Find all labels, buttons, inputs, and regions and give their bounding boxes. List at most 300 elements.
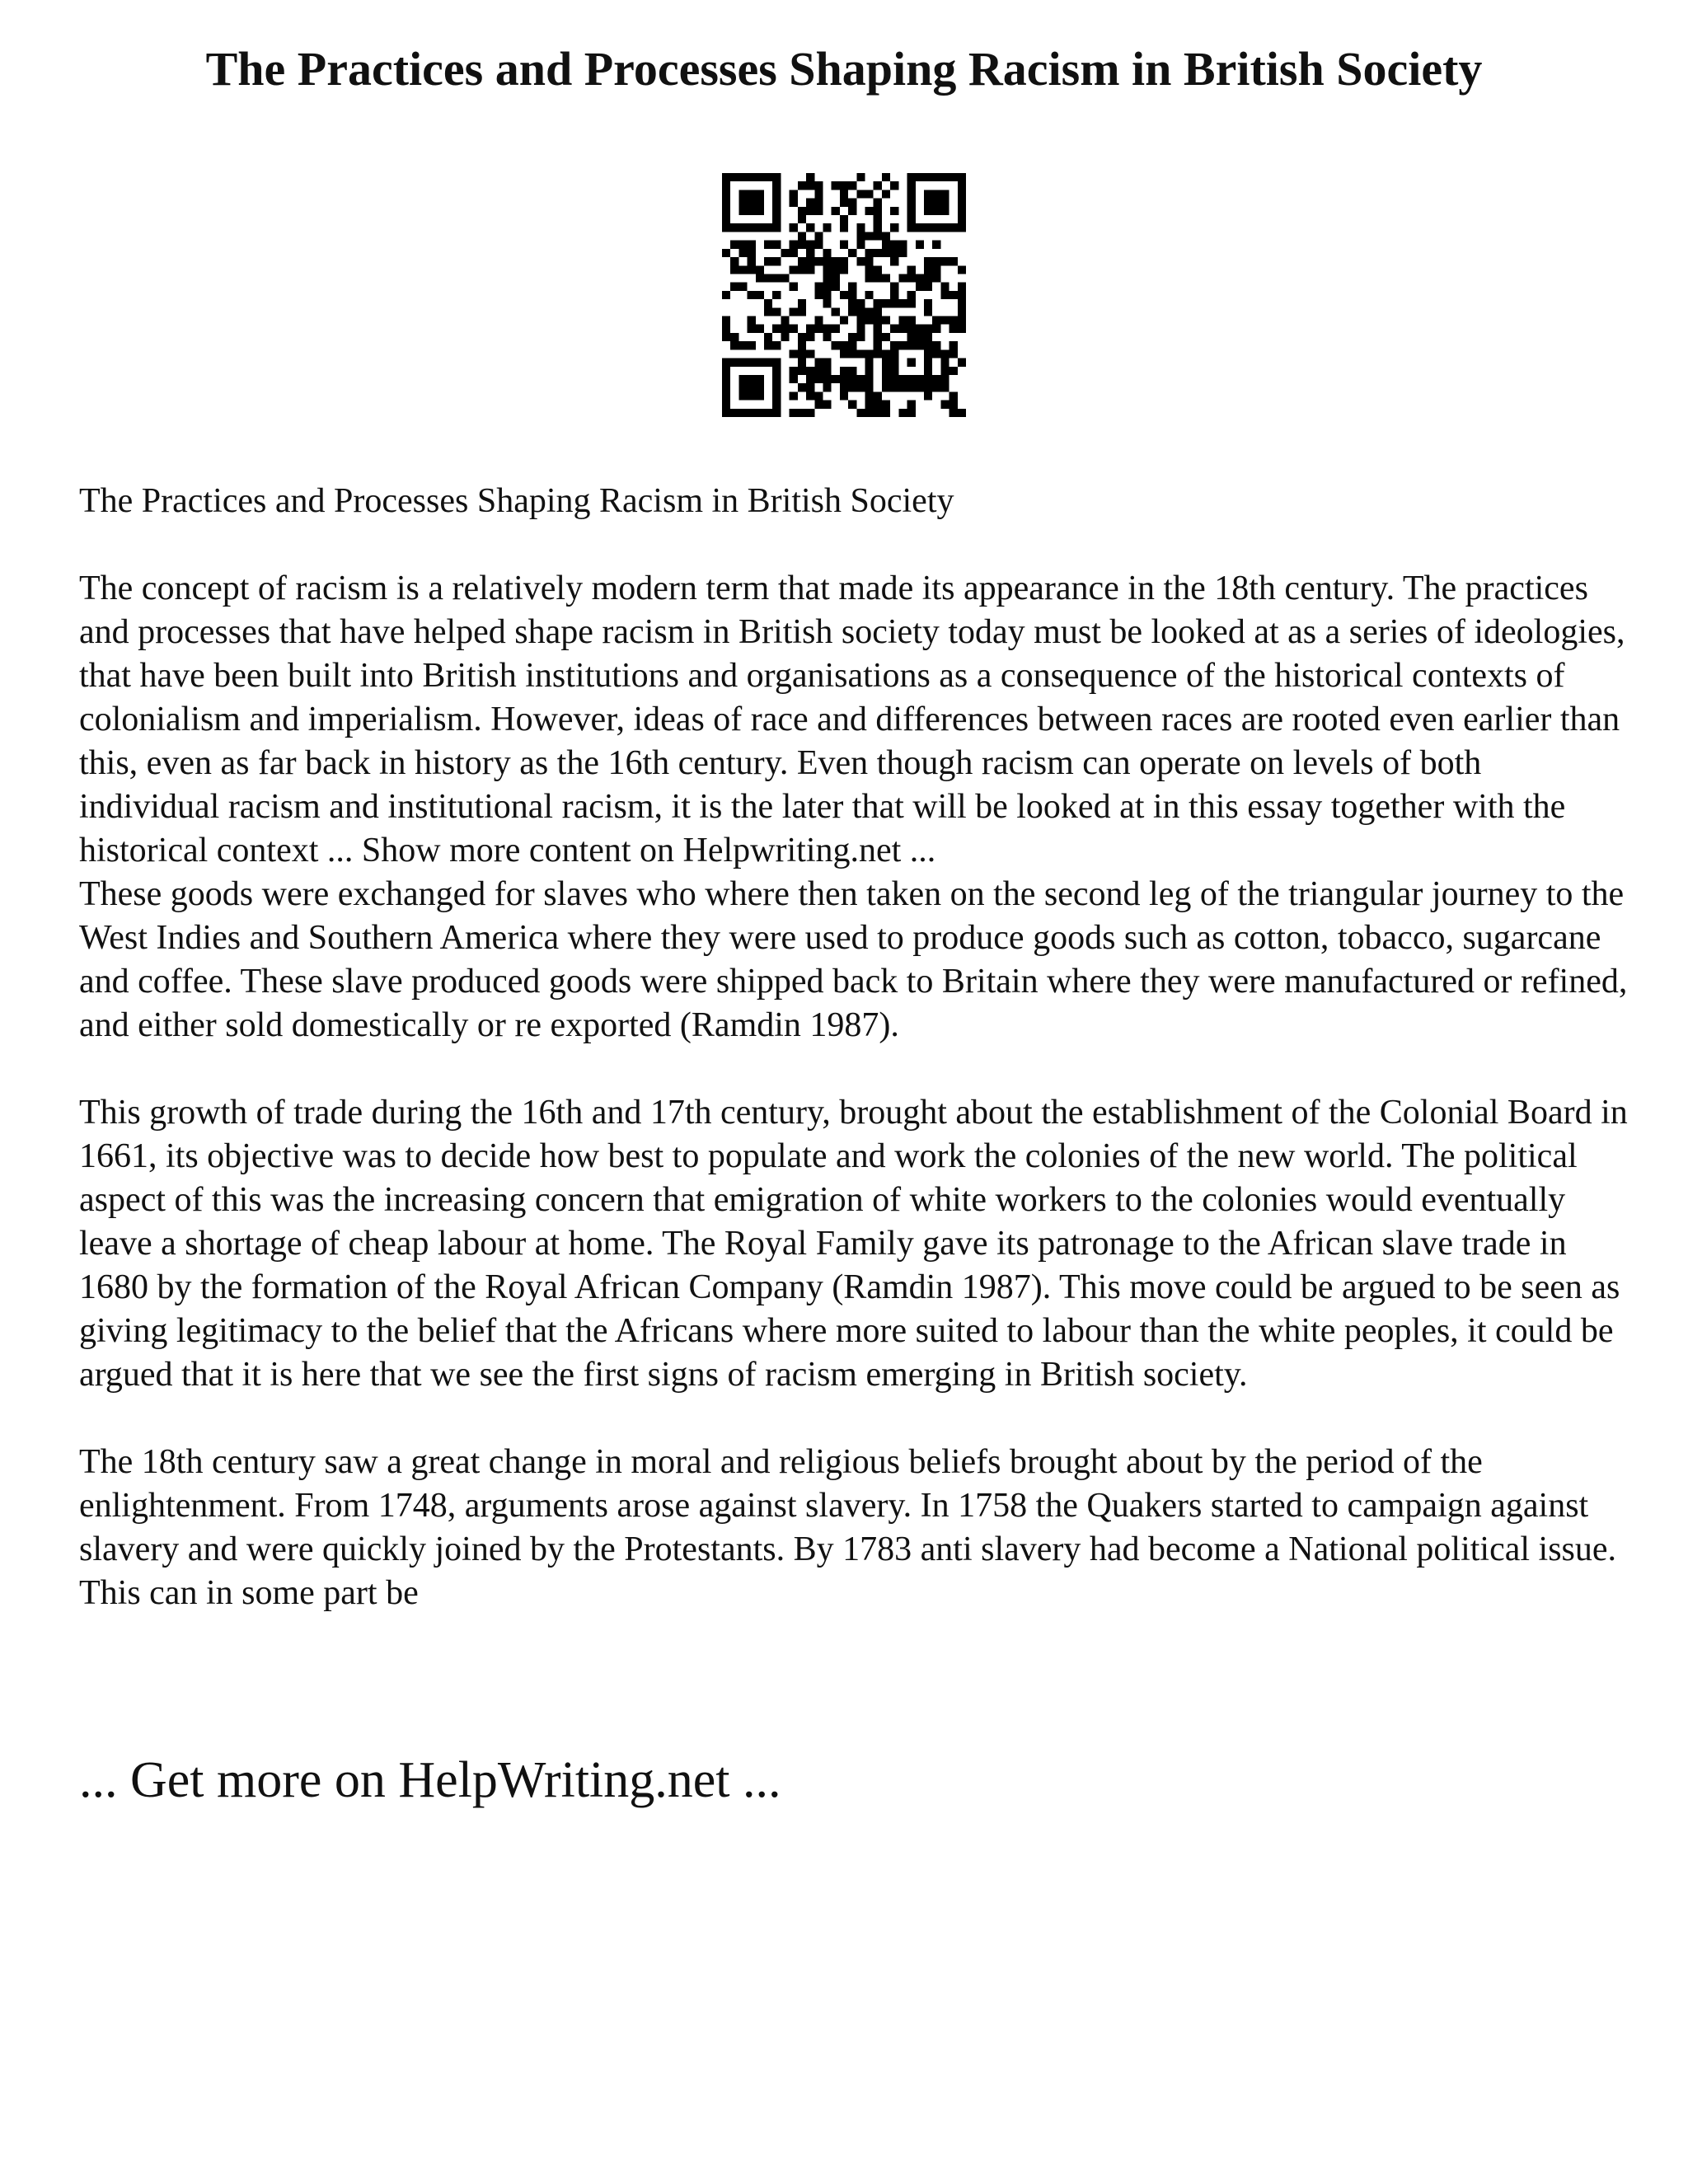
qr-module — [730, 283, 738, 291]
qr-module — [840, 383, 848, 391]
qr-module — [790, 307, 798, 316]
qr-module — [950, 173, 958, 181]
qr-module — [764, 307, 772, 316]
qr-module — [806, 241, 814, 249]
qr-module — [722, 173, 730, 181]
qr-module — [748, 391, 756, 400]
qr-module — [940, 199, 949, 207]
qr-module — [865, 316, 874, 325]
qr-module — [940, 359, 949, 367]
qr-module — [798, 383, 806, 391]
qr-module — [798, 265, 806, 274]
qr-module — [738, 173, 747, 181]
qr-module — [940, 190, 949, 198]
qr-module — [848, 341, 856, 349]
qr-module — [840, 181, 848, 190]
qr-module — [722, 316, 730, 325]
qr-module — [907, 274, 916, 282]
qr-module — [907, 181, 916, 190]
qr-module — [924, 367, 932, 375]
qr-module — [814, 359, 823, 367]
qr-module — [772, 291, 781, 299]
qr-module — [958, 199, 966, 207]
qr-module — [756, 223, 764, 232]
qr-module — [865, 367, 874, 375]
qr-module — [814, 316, 823, 325]
qr-module — [798, 181, 806, 190]
qr-module — [806, 325, 814, 333]
qr-module — [738, 283, 747, 291]
qr-code-icon — [722, 173, 966, 417]
qr-module — [907, 383, 916, 391]
qr-module — [882, 249, 890, 257]
qr-module — [932, 383, 940, 391]
qr-module — [772, 391, 781, 400]
qr-module — [832, 375, 840, 383]
qr-module — [848, 283, 856, 291]
qr-module — [790, 325, 798, 333]
qr-module — [958, 299, 966, 307]
qr-module — [764, 341, 772, 349]
qr-module — [781, 274, 789, 282]
qr-module — [874, 307, 882, 316]
qr-module — [798, 409, 806, 417]
qr-module — [832, 274, 840, 282]
qr-module — [916, 333, 924, 341]
qr-module — [958, 207, 966, 215]
qr-module — [798, 359, 806, 367]
paragraph-intro: The concept of racism is a relatively modern term that made its appearance in the 18th century. The practices and processes that have helped shape racism in British society today must be looked at as a series of ideologies, that have been built into British institutions and organisations as a consequence of the historical contexts of colonialism and imperialism. However, ideas of race and differences between races are rooted even earlier than this, even as far back in history as the 16th century. Even though racism can operate on levels of both individual racism and institutional racism, it is the later that will be looked at in this essay together with the historical context ... Show more content on Helpwriting.net ... — [79, 569, 1625, 869]
qr-module — [840, 349, 848, 358]
qr-module — [806, 207, 814, 215]
qr-module — [924, 283, 932, 291]
qr-module — [882, 173, 890, 181]
qr-module — [924, 341, 932, 349]
qr-module — [806, 181, 814, 190]
qr-module — [932, 375, 940, 383]
qr-module — [814, 232, 823, 240]
qr-module — [932, 257, 940, 265]
qr-module — [898, 341, 907, 349]
qr-module — [916, 283, 924, 291]
qr-module — [907, 265, 916, 274]
qr-module — [764, 257, 772, 265]
qr-module — [764, 173, 772, 181]
qr-module — [907, 207, 916, 215]
qr-module — [882, 349, 890, 358]
qr-module — [798, 257, 806, 265]
qr-module — [950, 409, 958, 417]
qr-module — [932, 265, 940, 274]
qr-module — [848, 299, 856, 307]
qr-module — [907, 291, 916, 299]
qr-module — [748, 241, 756, 249]
qr-module — [730, 257, 738, 265]
qr-module — [907, 401, 916, 409]
qr-module — [865, 265, 874, 274]
qr-module — [722, 325, 730, 333]
qr-module — [874, 349, 882, 358]
qr-module — [832, 283, 840, 291]
qr-module — [840, 316, 848, 325]
qr-module — [890, 383, 898, 391]
qr-module — [958, 409, 966, 417]
qr-module — [806, 249, 814, 257]
qr-module — [958, 283, 966, 291]
qr-module — [856, 241, 865, 249]
qr-module — [840, 265, 848, 274]
qr-module — [781, 316, 789, 325]
qr-module — [832, 257, 840, 265]
qr-module — [890, 207, 898, 215]
document-body — [79, 480, 1629, 1615]
qr-module — [798, 207, 806, 215]
qr-module — [898, 375, 907, 383]
qr-module — [874, 223, 882, 232]
qr-module — [722, 249, 730, 257]
qr-module — [916, 223, 924, 232]
qr-module — [958, 181, 966, 190]
paragraph-colonial-board: This growth of trade during the 16th and 17th century, brought about the establishment of the Colonial Board in 1661, its objective was to decide how best to populate and work the colonies of the new world. The political aspect of this was the increasing concern that emigration of white workers to the colonies would eventually leave a shortage of cheap labour at home. The Royal Family gave its patronage to the African slave trade in 1680 by the formation of the Royal African Company (Ramdin 1987). This move could be argued to be seen as giving legitimacy to the belief that the Africans where more suited to labour than the white peoples, it could be argued that it is here that we see the first signs of racism emerging in British society. — [79, 1094, 1628, 1394]
qr-module — [790, 249, 798, 257]
qr-module — [806, 383, 814, 391]
qr-module — [790, 283, 798, 291]
qr-module — [898, 409, 907, 417]
qr-module — [958, 359, 966, 367]
qr-module — [907, 215, 916, 223]
qr-module — [840, 341, 848, 349]
qr-module — [748, 199, 756, 207]
qr-module — [738, 249, 747, 257]
qr-module — [898, 383, 907, 391]
qr-module — [772, 274, 781, 282]
qr-module — [823, 401, 831, 409]
qr-module — [958, 325, 966, 333]
qr-module — [840, 367, 848, 375]
qr-module — [823, 367, 831, 375]
qr-module — [856, 223, 865, 232]
qr-module — [856, 299, 865, 307]
qr-module — [730, 241, 738, 249]
qr-module — [882, 359, 890, 367]
qr-module — [738, 241, 747, 249]
qr-module — [748, 265, 756, 274]
qr-module — [756, 173, 764, 181]
qr-module — [950, 316, 958, 325]
qr-module — [907, 341, 916, 349]
qr-module — [790, 391, 798, 400]
qr-module — [772, 367, 781, 375]
qr-module — [806, 333, 814, 341]
qr-module — [932, 207, 940, 215]
qr-module — [730, 173, 738, 181]
qr-module — [856, 307, 865, 316]
qr-module — [806, 265, 814, 274]
qr-module — [874, 199, 882, 207]
qr-module — [738, 341, 747, 349]
qr-module — [772, 341, 781, 349]
qr-module — [907, 223, 916, 232]
qr-module — [890, 299, 898, 307]
qr-module — [772, 325, 781, 333]
qr-module — [924, 307, 932, 316]
qr-module — [730, 223, 738, 232]
qr-module — [874, 181, 882, 190]
qr-module — [916, 173, 924, 181]
qr-module — [940, 207, 949, 215]
qr-module — [722, 375, 730, 383]
qr-module — [738, 207, 747, 215]
qr-module — [738, 190, 747, 198]
qr-module — [748, 325, 756, 333]
qr-module — [823, 274, 831, 282]
qr-module — [932, 341, 940, 349]
qr-module — [856, 383, 865, 391]
qr-module — [738, 265, 747, 274]
qr-module — [772, 199, 781, 207]
qr-module — [907, 199, 916, 207]
qr-module — [924, 173, 932, 181]
qr-module — [814, 207, 823, 215]
qr-module — [798, 341, 806, 349]
qr-module — [840, 199, 848, 207]
qr-module — [790, 409, 798, 417]
qr-module — [924, 299, 932, 307]
qr-module — [848, 333, 856, 341]
qr-module — [932, 223, 940, 232]
qr-module — [832, 341, 840, 349]
qr-module — [865, 401, 874, 409]
qr-module — [907, 409, 916, 417]
qr-module — [814, 241, 823, 249]
qr-module — [738, 409, 747, 417]
qr-module — [848, 307, 856, 316]
qr-module — [856, 316, 865, 325]
qr-module — [772, 375, 781, 383]
qr-module — [738, 383, 747, 391]
qr-module — [798, 299, 806, 307]
qr-module — [848, 207, 856, 215]
qr-module — [806, 409, 814, 417]
qr-module — [916, 375, 924, 383]
qr-module — [940, 349, 949, 358]
qr-module — [756, 391, 764, 400]
qr-module — [790, 241, 798, 249]
qr-module — [924, 383, 932, 391]
qr-module — [823, 291, 831, 299]
qr-module — [772, 207, 781, 215]
qr-module — [907, 333, 916, 341]
qr-module — [950, 391, 958, 400]
qr-module — [722, 333, 730, 341]
qr-module — [907, 173, 916, 181]
qr-module — [848, 181, 856, 190]
qr-module — [738, 391, 747, 400]
qr-module — [748, 223, 756, 232]
qr-module — [798, 349, 806, 358]
qr-module — [916, 325, 924, 333]
qr-module — [814, 190, 823, 198]
qr-module — [856, 375, 865, 383]
qr-module — [764, 299, 772, 307]
qr-module — [890, 359, 898, 367]
qr-module — [756, 375, 764, 383]
qr-module — [958, 307, 966, 316]
qr-module — [924, 391, 932, 400]
qr-module — [924, 199, 932, 207]
qr-module — [916, 241, 924, 249]
qr-module — [781, 249, 789, 257]
qr-module — [840, 215, 848, 223]
qr-module — [940, 401, 949, 409]
qr-module — [748, 383, 756, 391]
qr-module — [874, 274, 882, 282]
qr-module — [823, 333, 831, 341]
qr-module — [882, 232, 890, 240]
qr-module — [950, 325, 958, 333]
qr-module — [950, 401, 958, 409]
qr-module — [932, 199, 940, 207]
qr-module — [840, 291, 848, 299]
qr-module — [764, 359, 772, 367]
qr-module — [790, 375, 798, 383]
qr-module — [907, 316, 916, 325]
qr-module — [874, 207, 882, 215]
qr-module — [814, 325, 823, 333]
qr-module — [898, 316, 907, 325]
qr-module — [882, 190, 890, 198]
qr-module — [722, 223, 730, 232]
qr-module — [932, 274, 940, 282]
qr-module — [798, 215, 806, 223]
qr-module — [882, 333, 890, 341]
qr-module — [924, 375, 932, 383]
qr-module — [814, 257, 823, 265]
qr-module — [940, 375, 949, 383]
qr-module — [756, 207, 764, 215]
qr-module — [874, 215, 882, 223]
qr-module — [764, 409, 772, 417]
qr-module — [823, 383, 831, 391]
qr-module — [730, 359, 738, 367]
qr-module — [781, 333, 789, 341]
qr-module — [890, 367, 898, 375]
qr-module — [764, 223, 772, 232]
qr-module — [772, 401, 781, 409]
qr-module — [916, 341, 924, 349]
qr-module — [958, 215, 966, 223]
qr-module — [814, 291, 823, 299]
qr-module — [722, 391, 730, 400]
qr-module — [950, 291, 958, 299]
paragraph-triangular-trade: These goods were exchanged for slaves who where then taken on the second leg of the triangular journey to the West Indies and Southern America where they were used to produce goods such as cotton, tobacco, sugarcane and coffee. These slave produced goods were shipped back to Britain where they were manufactured or refined, and either sold domestically or re exported (Ramdin 1987). — [79, 875, 1628, 1044]
qr-module — [748, 341, 756, 349]
qr-module — [806, 199, 814, 207]
qr-module — [882, 409, 890, 417]
qr-module — [772, 241, 781, 249]
qr-module — [856, 232, 865, 240]
qr-module — [882, 299, 890, 307]
qr-module — [814, 401, 823, 409]
qr-module — [790, 190, 798, 198]
qr-module — [865, 190, 874, 198]
qr-module — [722, 181, 730, 190]
qr-module — [772, 215, 781, 223]
qr-module — [823, 249, 831, 257]
qr-module — [722, 383, 730, 391]
qr-module — [882, 241, 890, 249]
qr-module — [806, 375, 814, 383]
qr-module — [874, 341, 882, 349]
qr-module — [748, 291, 756, 299]
get-more-link[interactable]: ... Get more on HelpWriting.net ... — [79, 1752, 781, 1808]
qr-module — [874, 249, 882, 257]
qr-module — [874, 409, 882, 417]
qr-module — [756, 291, 764, 299]
qr-module — [790, 367, 798, 375]
qr-module — [840, 223, 848, 232]
qr-module — [756, 409, 764, 417]
qr-module — [764, 241, 772, 249]
qr-module — [730, 341, 738, 349]
qr-module — [748, 375, 756, 383]
document-subtitle: The Practices and Processes Shaping Racism in British Society — [79, 482, 954, 520]
qr-module — [756, 383, 764, 391]
qr-module — [772, 190, 781, 198]
qr-module — [907, 190, 916, 198]
qr-module — [722, 367, 730, 375]
qr-module — [932, 241, 940, 249]
qr-module — [898, 299, 907, 307]
qr-module — [764, 333, 772, 341]
qr-module — [814, 283, 823, 291]
qr-module — [958, 291, 966, 299]
qr-module — [958, 173, 966, 181]
qr-module — [840, 241, 848, 249]
qr-module — [823, 325, 831, 333]
qr-module — [748, 409, 756, 417]
qr-module — [890, 349, 898, 358]
qr-module — [832, 307, 840, 316]
qr-module — [898, 249, 907, 257]
document-title: The Practices and Processes Shaping Racism in British Society — [205, 42, 1483, 96]
qr-module — [823, 359, 831, 367]
qr-module — [772, 307, 781, 316]
qr-module — [940, 257, 949, 265]
qr-module — [932, 325, 940, 333]
qr-module — [848, 291, 856, 299]
qr-module — [722, 190, 730, 198]
qr-module — [756, 274, 764, 282]
qr-module — [823, 265, 831, 274]
qr-module — [756, 265, 764, 274]
qr-module — [748, 257, 756, 265]
qr-module — [772, 359, 781, 367]
qr-module — [832, 181, 840, 190]
qr-module — [748, 207, 756, 215]
qr-module — [950, 349, 958, 358]
qr-module — [898, 241, 907, 249]
qr-module — [730, 409, 738, 417]
qr-module — [882, 367, 890, 375]
qr-module — [940, 367, 949, 375]
qr-module — [848, 401, 856, 409]
qr-module — [890, 341, 898, 349]
qr-module — [940, 383, 949, 391]
qr-module — [790, 223, 798, 232]
qr-module — [890, 249, 898, 257]
qr-module — [772, 257, 781, 265]
